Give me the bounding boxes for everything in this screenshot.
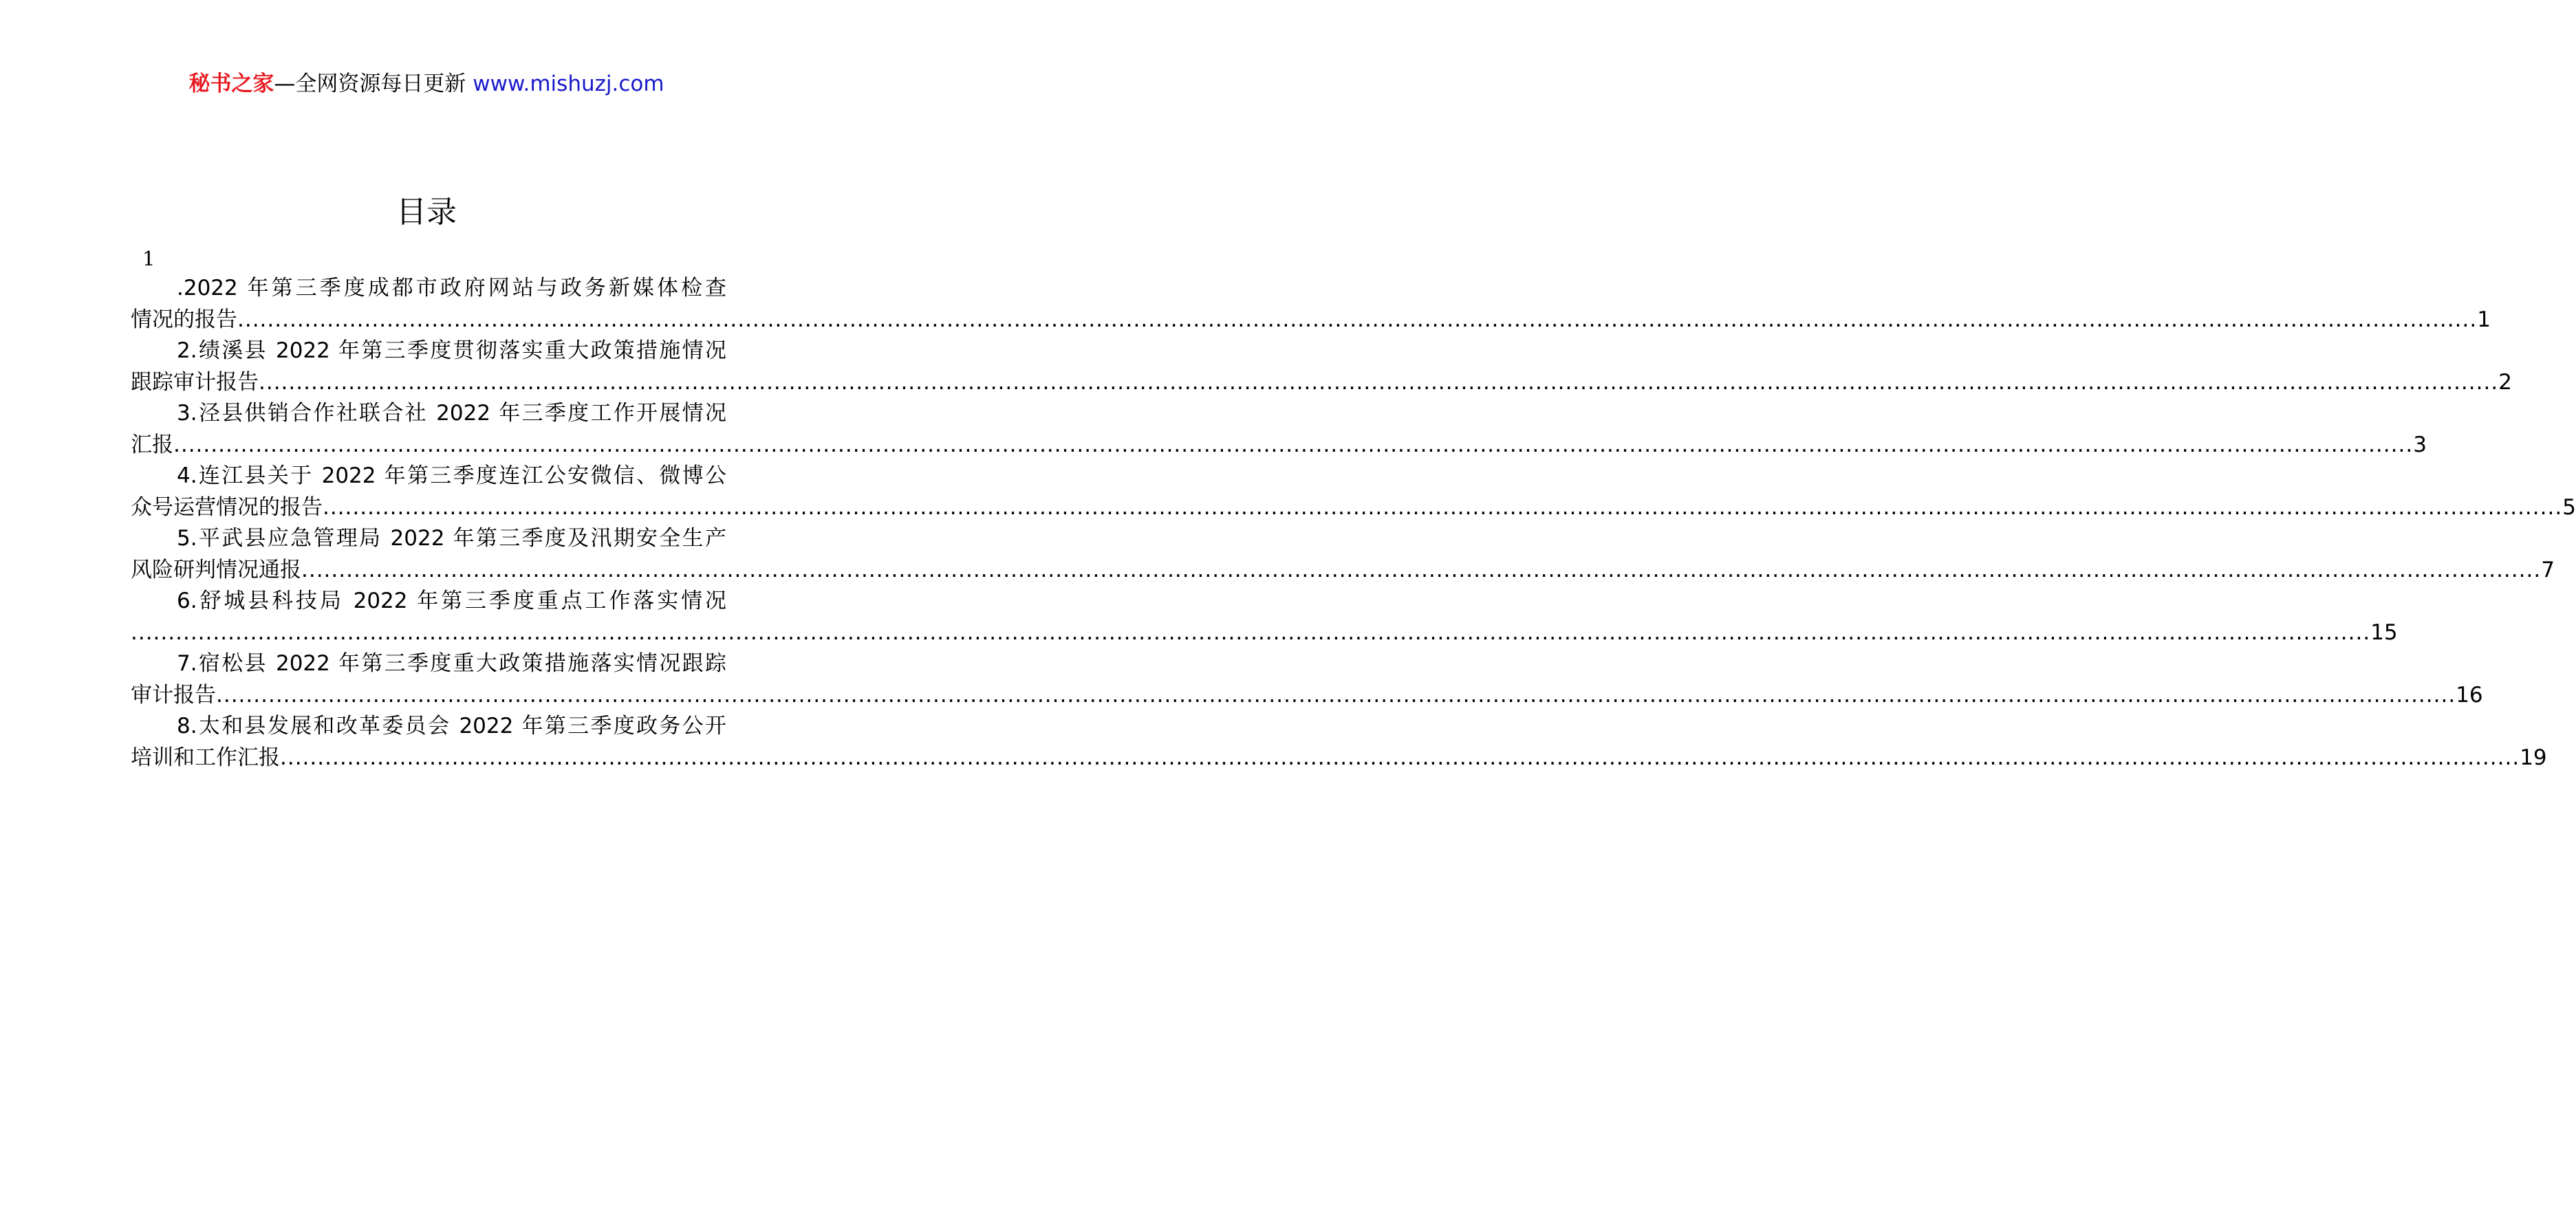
toc-entry[interactable] (131, 336, 2512, 398)
toc-entry-title: 6.舒城县科技局 2022 年第三季度重点工作落实情况 (177, 589, 726, 613)
toc-number-label: 1 (142, 247, 155, 270)
toc-entry-title: 3.泾县供销合作社联合社 2022 年三季度工作开展情况 (177, 401, 726, 426)
toc-entry-lead (131, 555, 2555, 586)
toc-entry[interactable] (131, 523, 2555, 586)
toc-entry-lead (131, 680, 2483, 712)
toc-page-number: 3 (2413, 432, 2427, 457)
toc-entry-lead (131, 617, 2398, 649)
dot-leader: ............................................................................................................................................................................................................................................................................................................ (280, 745, 2520, 770)
toc-entry-title: 2.绩溪县 2022 年第三季度贯彻落实重大政策措施情况 (177, 338, 726, 363)
toc-entry-lead (131, 305, 2491, 336)
toc-page-number: 2 (2498, 369, 2512, 395)
dot-leader: ............................................................................................................................................................................................................................................................................................................ (323, 494, 2563, 520)
toc-entry-title-continued: 跟踪审计报告 (131, 369, 259, 395)
toc-page-number: 5 (2562, 494, 2576, 520)
toc-entry[interactable] (131, 461, 2576, 523)
dot-leader: ............................................................................................................................................................................................................................................................................................................ (216, 682, 2456, 708)
toc-entry-title: 4.连江县关于 2022 年第三季度连江公安微信、微博公 (177, 463, 726, 488)
toc-entry-title-continued: 风险研判情况通报 (131, 557, 301, 582)
toc-entry-title: .2022 年第三季度成都市政府网站与政务新媒体检查 (177, 276, 726, 300)
site-url-link[interactable]: www.mishuzj.com (473, 72, 664, 96)
toc-page-number: 15 (2370, 620, 2398, 645)
toc-entry-title: 5.平武县应急管理局 2022 年第三季度及汛期安全生产 (177, 526, 726, 551)
site-header (0, 70, 853, 98)
toc-entry-title-continued: 情况的报告 (131, 307, 237, 332)
toc-entry-lead (131, 367, 2512, 399)
toc-entry[interactable] (131, 711, 2547, 774)
toc-entry[interactable] (131, 273, 2491, 336)
toc-entry-title-continued: 汇报 (131, 432, 173, 457)
brand-name: 秘书之家 (188, 72, 274, 96)
dot-leader: ............................................................................................................................................................................................................................................................................................................ (131, 620, 2371, 645)
toc-entry[interactable] (131, 586, 2398, 648)
toc-entry-title: 7.宿松县 2022 年第三季度重大政策措施落实情况跟踪 (177, 651, 726, 676)
header-tagline: —全网资源每日更新 (274, 72, 473, 96)
dot-leader: ............................................................................................................................................................................................................................................................................................................ (301, 557, 2542, 582)
toc-entry-lead (131, 430, 2427, 461)
toc-entry-title-continued: 众号运营情况的报告 (131, 494, 323, 520)
dot-leader: ............................................................................................................................................................................................................................................................................................................ (173, 432, 2414, 457)
toc-page-number: 7 (2541, 557, 2555, 582)
toc-page-number: 16 (2456, 682, 2483, 708)
toc-page-number: 1 (2477, 307, 2491, 332)
toc-entry-title: 8.太和县发展和改革委员会 2022 年第三季度政务公开 (177, 714, 726, 738)
toc-entry-lead (131, 492, 2576, 524)
dot-leader: ............................................................................................................................................................................................................................................................................................................ (259, 369, 2499, 395)
toc-entry-lead (131, 743, 2547, 774)
table-of-contents (131, 273, 2576, 774)
toc-entry[interactable] (131, 398, 2427, 461)
dot-leader: ............................................................................................................................................................................................................................................................................................................ (237, 307, 2478, 332)
toc-entry[interactable] (131, 648, 2483, 711)
toc-entry-title-continued: 培训和工作汇报 (131, 745, 280, 770)
toc-entry-title-continued: 审计报告 (131, 682, 216, 708)
page-title: 目录 (396, 195, 457, 230)
toc-page-number: 19 (2520, 745, 2547, 770)
